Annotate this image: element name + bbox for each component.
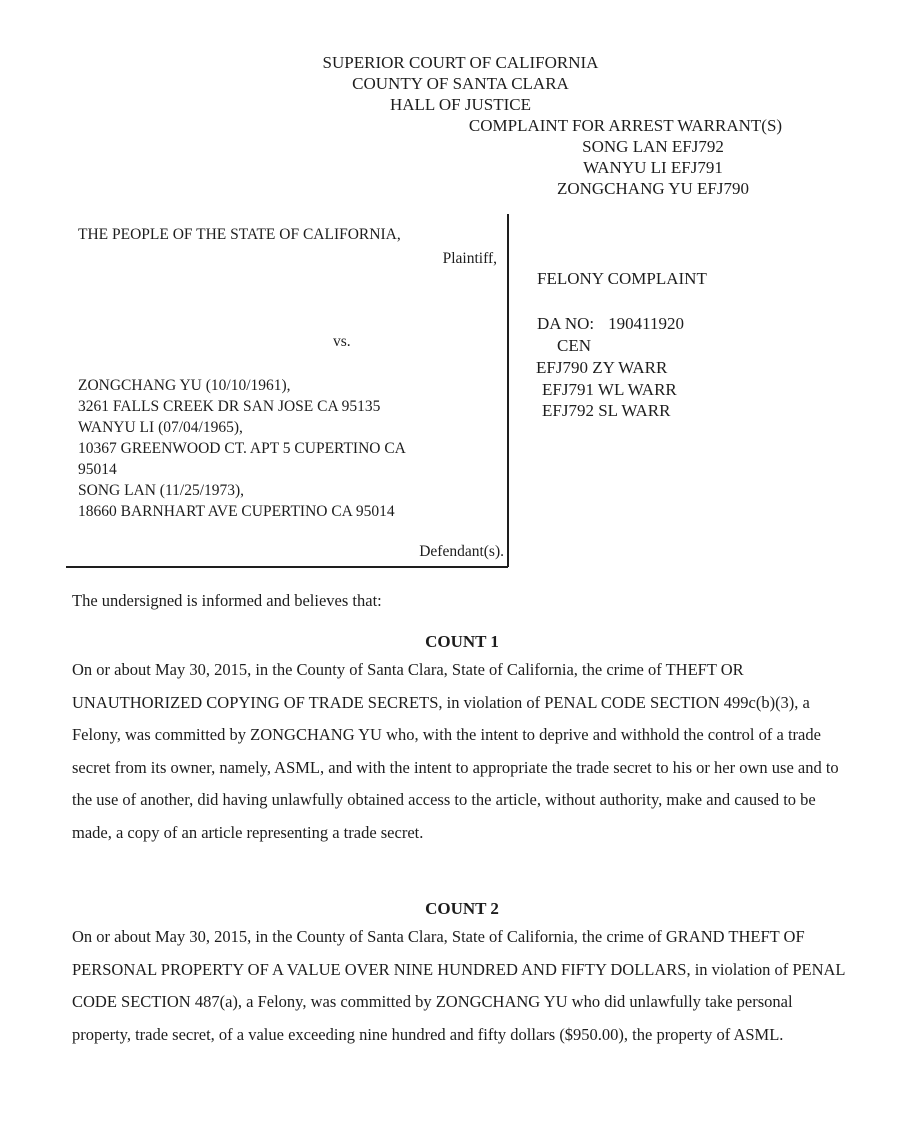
complaint-body: [72, 585, 852, 1051]
da-number-value: 190411920: [608, 314, 685, 333]
count-1-section: [72, 630, 852, 849]
warrant-number-line: EFJ790 ZY WARR: [536, 358, 668, 377]
plaintiff-name: THE PEOPLE OF THE STATE OF CALIFORNIA,: [78, 226, 401, 243]
defendant-line: WANYU LI (07/04/1965),: [78, 419, 243, 436]
warrant-name-line: SONG LAN EFJ792: [582, 137, 724, 156]
warrant-number-list: [536, 357, 677, 422]
warrant-name-line: ZONGCHANG YU EFJ790: [556, 179, 750, 198]
warrant-name-line: WANYU LI EFJ791: [583, 158, 723, 177]
complaint-title-block: [330, 115, 921, 136]
count-1-text: On or about May 30, 2015, in the County of Santa Clara, State of California, the crime of THEFT OR UNAUTHORIZED COPYING OF TRADE SECRETS, in violation of PENAL CODE SECTION 499c(b)(3), a Felony, was committed by ZONGCHANG YU who, with the intent to deprive and withhold the control of a trade secret from its owner, namely, ASML, and with the intent to appropriate the trade secret to his or her own use and to the use of another, did having unlawfully obtained access to the article, without authority, make and caused to be made, a copy of an article representing a trade secret.: [72, 660, 839, 842]
court-title-block: [0, 52, 921, 115]
document-type-label: FELONY COMPLAINT: [537, 269, 707, 288]
cen-label: CEN: [557, 336, 591, 355]
court-header: [0, 52, 921, 199]
court-name-line: SUPERIOR COURT OF CALIFORNIA: [322, 53, 599, 72]
complaint-title: COMPLAINT FOR ARREST WARRANT(S): [468, 116, 783, 135]
warrant-number-line: EFJ792 SL WARR: [542, 401, 671, 420]
county-line: COUNTY OF SANTA CLARA: [352, 74, 569, 93]
courthouse-line: HALL OF JUSTICE: [389, 95, 532, 114]
caption-divider-horizontal: [66, 566, 508, 568]
da-number-row: [537, 314, 684, 334]
warrant-names-block: [385, 136, 921, 199]
defendant-line: SONG LAN (11/25/1973),: [78, 482, 245, 499]
warrant-number-line: EFJ791 WL WARR: [542, 379, 677, 399]
count-2-text: On or about May 30, 2015, in the County of Santa Clara, State of California, the crime of GRAND THEFT OF PERSONAL PROPERTY OF A VALUE OVER NINE HUNDRED AND FIFTY DOLLARS, in violation of PENAL CODE SECTION 487(a), a Felony, was committed by ZONGCHANG YU who did unlawfully take personal property, trade secret, of a value exceeding nine hundred and fifty dollars ($950.00), the property of ASML.: [72, 927, 845, 1044]
plaintiff-label: Plaintiff,: [442, 250, 497, 267]
count-2-section: [72, 897, 852, 1051]
defendant-label: Defendant(s).: [419, 543, 504, 560]
versus-label: vs.: [333, 333, 351, 350]
defendant-list: [78, 375, 406, 522]
da-number-label: DA NO:: [537, 314, 595, 333]
defendant-line: 95014: [78, 461, 117, 478]
count-1-heading: COUNT 1: [425, 632, 499, 651]
defendant-line: 10367 GREENWOOD CT. APT 5 CUPERTINO CA: [78, 440, 406, 457]
intro-statement: The undersigned is informed and believes that:: [72, 591, 382, 610]
defendant-line: 3261 FALLS CREEK DR SAN JOSE CA 95135: [78, 398, 381, 415]
count-2-heading: COUNT 2: [425, 899, 499, 918]
defendant-line: ZONGCHANG YU (10/10/1961),: [78, 377, 291, 394]
caption-divider-vertical: [507, 214, 509, 567]
defendant-line: 18660 BARNHART AVE CUPERTINO CA 95014: [78, 503, 395, 520]
